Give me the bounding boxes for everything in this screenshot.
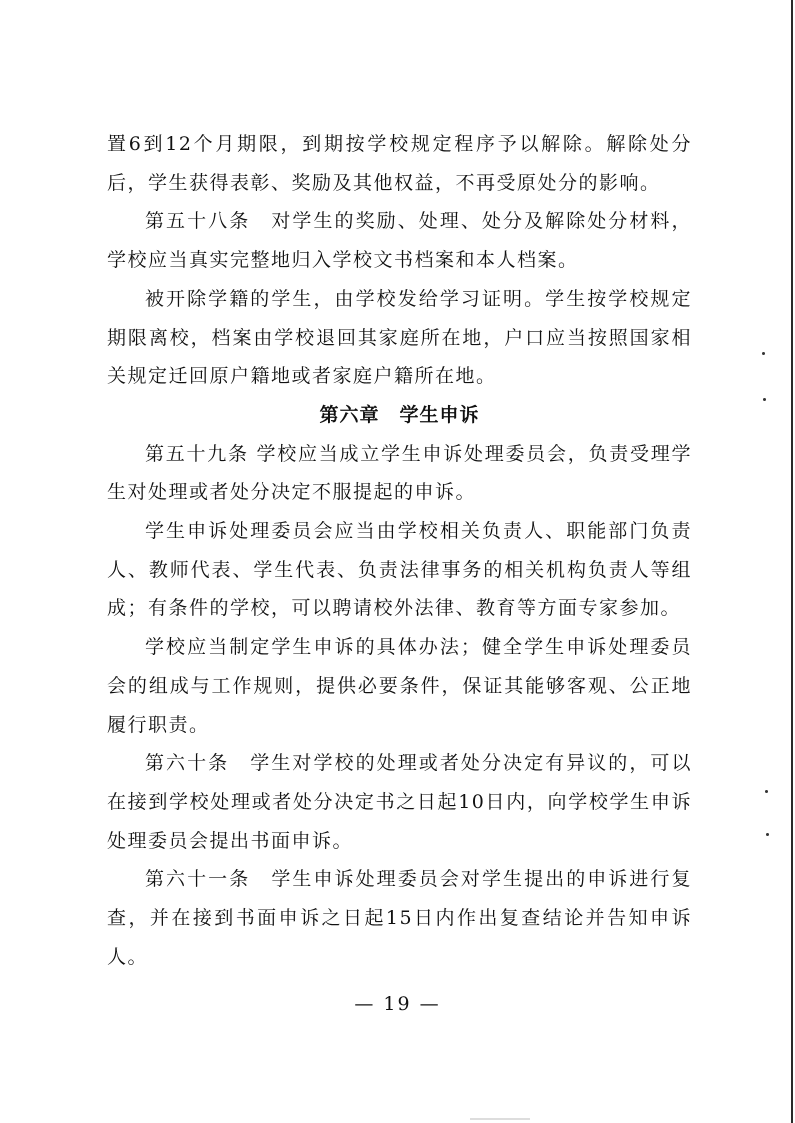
scan-speck xyxy=(766,833,769,836)
scan-speck xyxy=(763,398,766,401)
scan-speck xyxy=(762,352,765,355)
scan-bottom-mark xyxy=(470,1118,530,1120)
paragraph-expulsion: 被开除学籍的学生，由学校发给学习证明。学生按学校规定期限离校，档案由学校退回其家庭所在地，户口应当按照国家相关规定迁回原户籍地或者家庭户籍所在地。 xyxy=(107,287,692,388)
paragraph-continuation: 置6到12个月期限，到期按学校规定程序予以解除。解除处分后，学生获得表彰、奖励及其他权益，不再受原处分的影响。 xyxy=(107,133,692,194)
scan-speck xyxy=(765,790,768,793)
paragraph-appeal-rules: 学校应当制定学生申诉的具体办法；健全学生申诉处理委员会的组成与工作规则，提供必要条件，保证其能够客观、公正地履行职责。 xyxy=(107,636,692,736)
scan-edge-line xyxy=(791,0,793,1123)
paragraph-article-60: 第六十条 学生对学校的处理或者处分决定有异议的，可以在接到学校处理或者处分决定书之日起10日内，向学校学生申诉处理委员会提出书面申诉。 xyxy=(107,752,692,852)
document-body xyxy=(107,125,692,976)
paragraph-article-58: 第五十八条 对学生的奖励、处理、处分及解除处分材料，学校应当真实完整地归入学校文书档案和本人档案。 xyxy=(107,210,692,272)
paragraph-article-59: 第五十九条 学校应当成立学生申诉处理委员会，负责受理学生对处理或者处分决定不服提起的申诉。 xyxy=(107,442,692,504)
paragraph-article-61: 第六十一条 学生申诉处理委员会对学生提出的申诉进行复查，并在接到书面申诉之日起15日内作出复查结论并告知申诉人。 xyxy=(107,868,692,968)
chapter-heading: 第六章 学生申诉 xyxy=(319,403,480,426)
page-number: — 19 — xyxy=(354,993,441,1015)
paragraph-committee-composition: 学生申诉处理委员会应当由学校相关负责人、职能部门负责人、教师代表、学生代表、负责法律事务的相关机构负责人等组成；有条件的学校，可以聘请校外法律、教育等方面专家参加。 xyxy=(107,520,692,620)
